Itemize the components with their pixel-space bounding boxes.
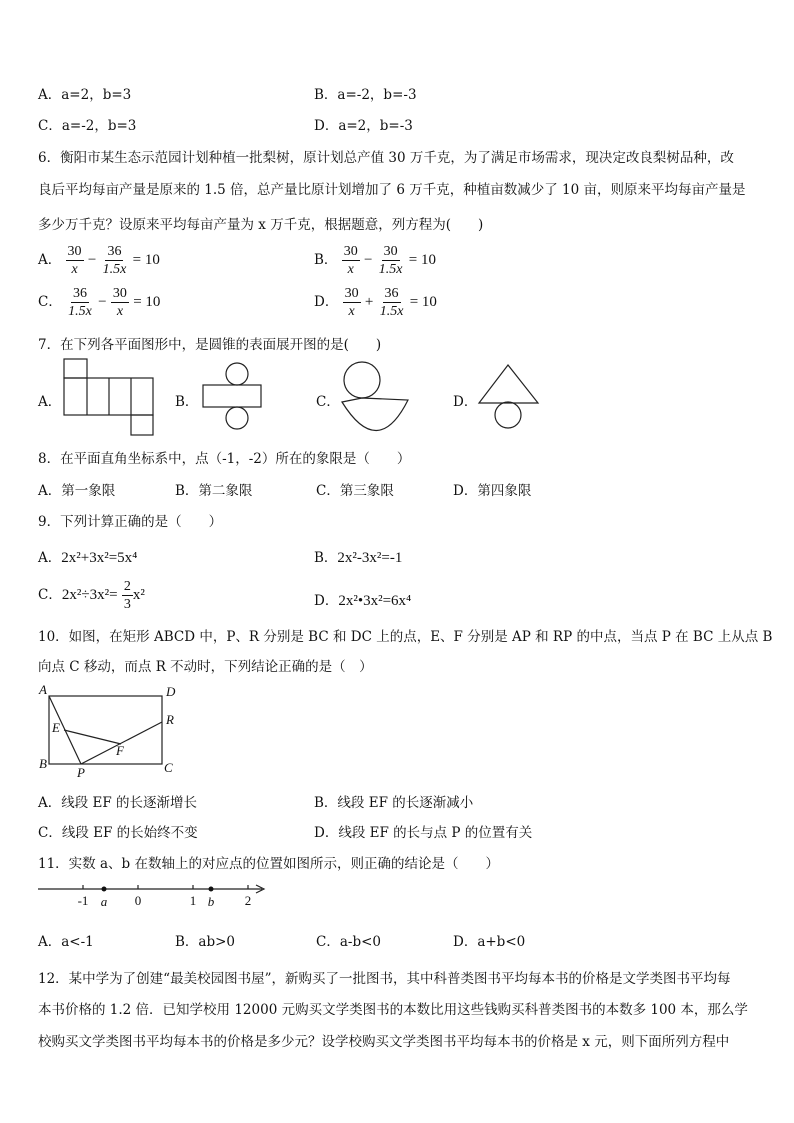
option-letter: A． — [38, 550, 62, 566]
fraction: $\frac{30}{1.5x}$ — [378, 244, 403, 277]
tick-label: 1 — [189, 893, 197, 908]
q10-stem-line2: 向点 C 移动，而点 R 不动时，下列结论正确的是（ ） — [38, 659, 373, 675]
option-letter: C． — [38, 587, 62, 603]
option-letter: D． — [314, 294, 339, 310]
operator: − — [98, 294, 107, 310]
fraction: $\frac{36}{1.5x}$ — [68, 286, 92, 319]
point-label-a: a — [100, 894, 108, 909]
q11-stem: 11．实数 a、b 在数轴上的对应点的位置如图所示，则正确的结论是（ ） — [38, 856, 499, 872]
q6-option-d — [314, 285, 437, 320]
q7-letter-c: C． — [316, 394, 340, 410]
q5-option-c: C．a=-2，b=3 — [38, 118, 137, 134]
point-b — [209, 887, 214, 892]
q6-option-b — [314, 243, 436, 278]
q6-stem-line3: 多少万千克？设原来平均每亩产量为 x 万千克，根据题意，列方程为( ) — [38, 217, 484, 233]
fraction: $\frac{36}{1.5x}$ — [379, 286, 404, 319]
q11-option-c: C．a-b<0 — [316, 934, 381, 950]
label-r: R — [166, 712, 174, 727]
q10-option-c: C．线段 EF 的长始终不变 — [38, 825, 198, 841]
expression: 2x²-3x²=-1 — [337, 550, 403, 566]
tick-label: 0 — [134, 893, 142, 908]
q7-figure-a-net — [62, 358, 157, 438]
label-b: B — [39, 756, 47, 771]
q11-option-a: A．a<-1 — [38, 934, 94, 950]
q11-option-b: B．ab>0 — [175, 934, 236, 950]
rhs: = 10 — [133, 294, 161, 310]
q7-letter-d: D． — [453, 394, 478, 410]
q6-option-a — [38, 243, 160, 278]
q7-letter-b: B． — [175, 394, 199, 410]
option-letter: D． — [314, 593, 339, 609]
operator: − — [87, 252, 97, 268]
tick-label: -1 — [77, 893, 89, 908]
option-letter: C． — [38, 294, 62, 310]
expression: 2x²+3x²=5x⁴ — [61, 550, 138, 566]
fraction: $\frac{30}{x}$ — [112, 286, 127, 319]
q10-option-d: D．线段 EF 的长与点 P 的位置有关 — [314, 825, 533, 841]
q9-stem: 9．下列计算正确的是（ ） — [38, 514, 223, 530]
rhs: = 10 — [408, 252, 437, 268]
operator: − — [364, 252, 373, 268]
fraction: $\frac{30}{x}$ — [343, 244, 358, 277]
point-label-b: b — [207, 894, 215, 909]
expression: 2x²•3x²=6x⁴ — [338, 593, 412, 609]
q7-stem: 7．在下列各平面图形中，是圆锥的表面展开图的是( ) — [38, 337, 382, 353]
q12-stem-line3: 校购买文学类图书平均每本书的价格是多少元？设学校购买文学类图书平均每本书的价格是 x 元，则下面所列方程中 — [38, 1034, 730, 1050]
q10-rectangle-figure — [36, 682, 186, 780]
segment-ef — [64, 730, 121, 744]
q10-stem-line1: 10．如图，在矩形 ABCD 中，P、R 分别是 BC 和 DC 上的点，E、F 分别是 AP 和 RP 的中点，当点 P 在 BC 上从点 B — [38, 629, 773, 645]
fraction: $\frac{30}{x}$ — [67, 244, 82, 277]
option-letter: A． — [38, 252, 62, 268]
label-a: A — [39, 682, 47, 697]
q10-option-b: B．线段 EF 的长逐渐减小 — [314, 795, 474, 811]
q8-option-d: D．第四象限 — [453, 483, 532, 499]
option-letter: B． — [314, 252, 338, 268]
q8-stem: 8．在平面直角坐标系中，点（-1，-2）所在的象限是（ ） — [38, 451, 411, 467]
q5-option-a: A．a=2，b=3 — [38, 87, 132, 103]
q12-stem-line2: 本书价格的 1.2 倍．已知学校用 12000 元购买文学类图书的本数比用这些钱购买科普类图书的本数多 100 本，那么学 — [38, 1002, 748, 1018]
fraction: $\frac{30}{x}$ — [344, 286, 359, 319]
q11-option-d: D．a+b<0 — [453, 934, 526, 950]
label-d: D — [166, 684, 176, 699]
label-e: E — [52, 720, 60, 735]
q6-stem-line1: 6．衡阳市某生态示范园计划种植一批梨树，原计划总产值 30 万千克，为了满足市场需求，现决定改良梨树品种，改 — [38, 150, 734, 166]
q8-option-b: B．第二象限 — [175, 483, 253, 499]
operator: + — [364, 294, 374, 310]
tick-label: 2 — [244, 893, 252, 908]
fraction: $\frac{36}{1.5x}$ — [102, 244, 127, 277]
q11-number-line — [36, 880, 272, 910]
q9-option-c — [38, 578, 145, 613]
q7-letter-a: A． — [38, 394, 62, 410]
fraction: $\frac{2}{3}$ — [123, 579, 131, 612]
q9-option-a — [38, 546, 137, 567]
q7-figure-d-triangle-circle — [476, 362, 546, 432]
q7-figure-c-cone-net — [338, 360, 413, 432]
expression: 2x²÷3x²= — [61, 587, 118, 603]
option-letter: B． — [314, 550, 338, 566]
q9-option-b — [314, 546, 402, 567]
q9-option-d — [314, 589, 411, 610]
label-p: P — [77, 765, 85, 780]
rhs: = 10 — [132, 252, 160, 268]
expression: x² — [132, 587, 145, 603]
label-f: F — [116, 743, 124, 758]
q5-option-b: B．a=-2，b=-3 — [314, 87, 417, 103]
q6-stem-line2: 良后平均每亩产量是原来的 1.5 倍，总产量比原计划增加了 6 万千克，种植亩数减少了 10 亩，则原来平均每亩产量是 — [38, 182, 746, 198]
q8-option-a: A．第一象限 — [38, 483, 116, 499]
q6-option-c — [38, 285, 160, 320]
rhs: = 10 — [409, 294, 437, 310]
q8-option-c: C．第三象限 — [316, 483, 394, 499]
q5-option-d: D．a=2，b=-3 — [314, 118, 413, 134]
point-a — [102, 887, 107, 892]
q10-option-a: A．线段 EF 的长逐渐增长 — [38, 795, 198, 811]
label-c: C — [164, 760, 173, 775]
q7-figure-b-cylinder-net — [200, 360, 265, 432]
q12-stem-line1: 12．某中学为了创建“最美校园图书屋”，新购买了一批图书，其中科普类图书平均每本书的价格是文学类图书平均每 — [38, 971, 731, 987]
